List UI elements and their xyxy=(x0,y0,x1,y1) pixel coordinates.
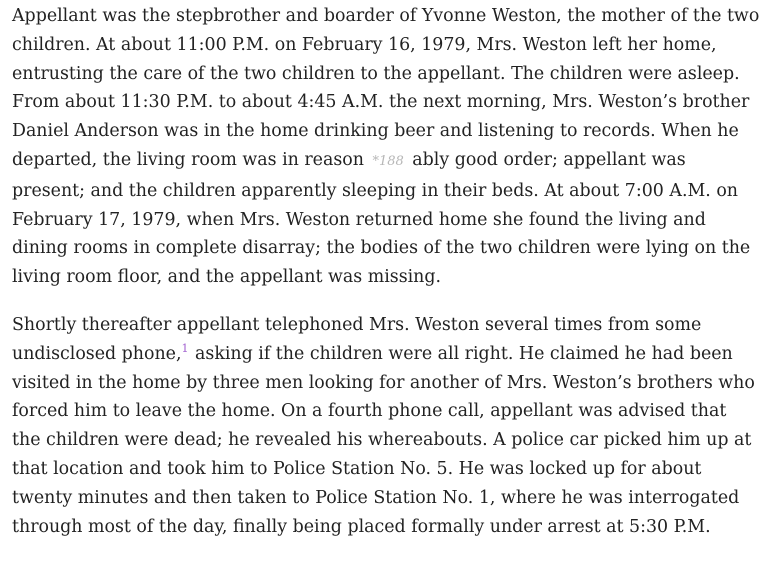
paragraph-2-text-end: asking if the children were all right. He claimed he had been visited in the home by three men looking for another of Mrs. Weston’s brothers who forced him to leave the home. On a fourth phone call, appellant was advised that the children were dead; he revealed his whereabouts. A police car picked him up at that location and took him to Police Station No. 5. He was locked up for about twenty minutes and then taken to Police Station No. 1, where he was interrogated through most of the day, finally being placed formally under arrest at 5:30 P.M. xyxy=(12,343,755,537)
paragraph-2 xyxy=(12,311,760,541)
footnote-1-link[interactable]: 1 xyxy=(181,341,189,355)
paragraph-1 xyxy=(12,2,760,292)
page-number-marker: *188 xyxy=(372,153,404,169)
opinion-text xyxy=(12,2,760,541)
paragraph-1-text-start: Appellant was the stepbrother and boarder of Yvonne Weston, the mother of the two children. At about 11:00 P.M. on February 16, 1979, Mrs. Weston left her home, entrusting the care of the two children to the appellant. The children were asleep. From about 11:30 P.M. to about 4:45 A.M. the next morning, Mrs. Weston’s brother Daniel Anderson was in the home drinking beer and listening to records. When he departed, the living room was in reason xyxy=(12,6,760,170)
paragraph-2-text-start: Shortly thereafter appellant telephoned Mrs. Weston several times from some undisclosed phone, xyxy=(12,314,702,364)
paragraph-1-text-end: ably good order; appellant was present; and the children apparently sleeping in their beds. At about 7:00 A.M. on February 17, 1979, when Mrs. Weston returned home she found the living and dining rooms in complete disarray; the bodies of the two children were lying on the living room floor, and the appellant was missing. xyxy=(12,149,751,288)
